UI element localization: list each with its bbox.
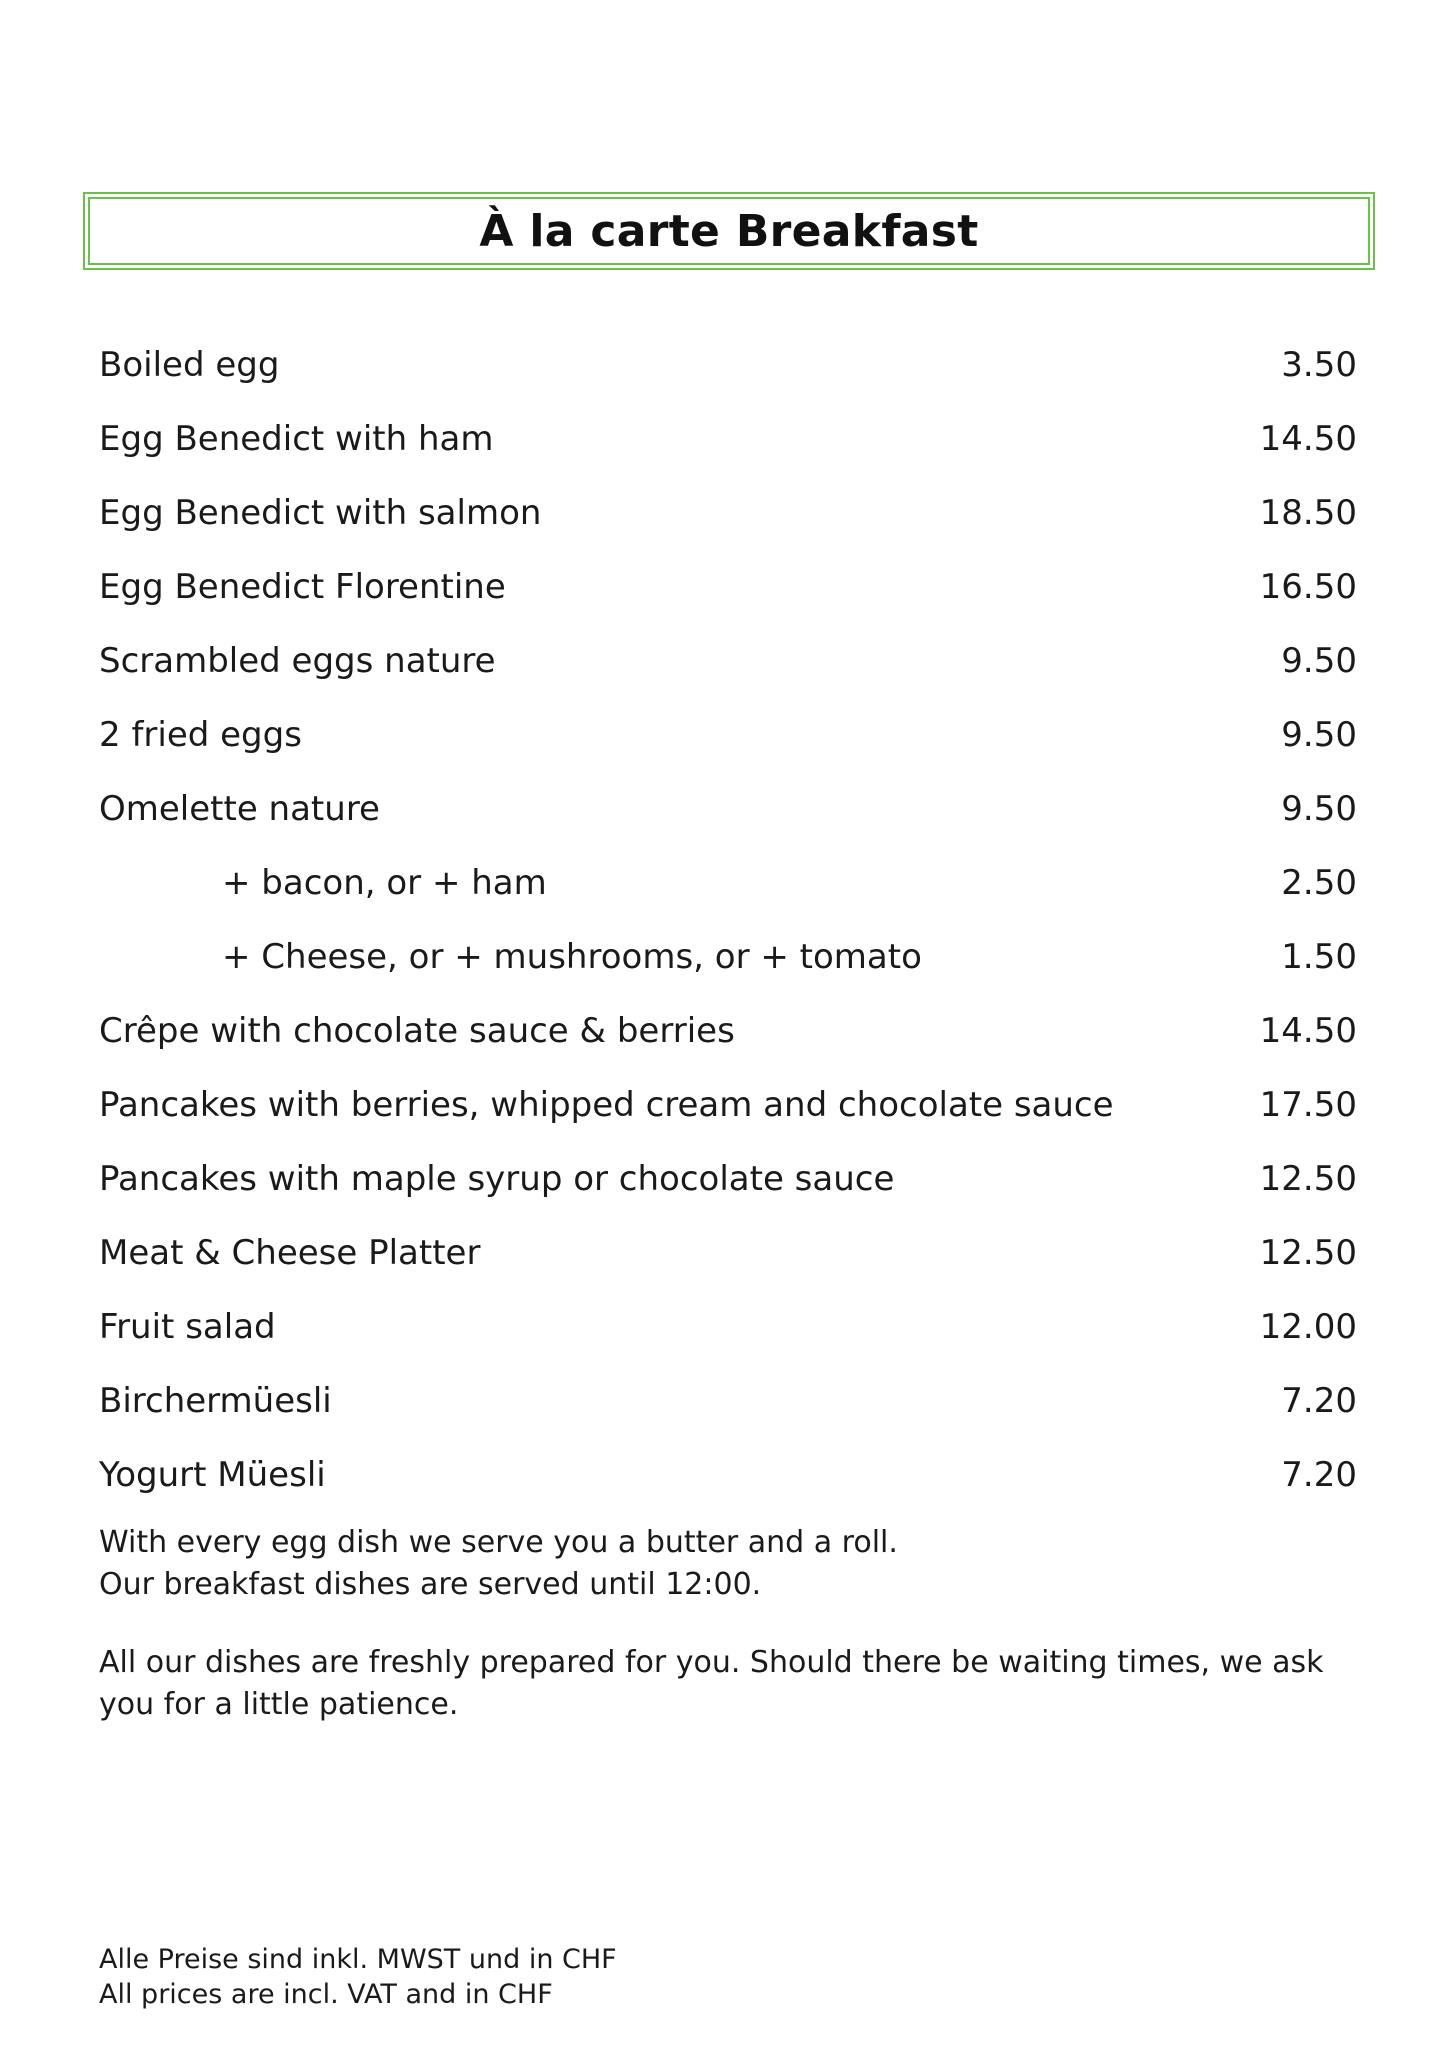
menu-notes [99, 1522, 1361, 1726]
item-name: + bacon, or + ham [222, 863, 547, 903]
menu-item [99, 476, 1361, 550]
item-name: Fruit salad [99, 1307, 276, 1347]
menu-item [99, 1290, 1361, 1364]
note-serving-hours: Our breakfast dishes are served until 12:00. [99, 1567, 762, 1602]
item-price: 18.50 [1259, 493, 1357, 533]
item-name: Omelette nature [99, 789, 380, 829]
item-price: 12.50 [1259, 1159, 1357, 1199]
item-price: 16.50 [1259, 567, 1357, 607]
menu-item-addon [99, 920, 1361, 994]
menu-item [99, 402, 1361, 476]
item-price: 9.50 [1281, 715, 1357, 755]
item-price: 17.50 [1259, 1085, 1357, 1125]
menu-list [99, 328, 1361, 1512]
item-name: Pancakes with berries, whipped cream and chocolate sauce [99, 1085, 1114, 1125]
item-name: Egg Benedict Florentine [99, 567, 506, 607]
item-name: Egg Benedict with salmon [99, 493, 542, 533]
item-price: 7.20 [1281, 1455, 1357, 1495]
menu-item [99, 698, 1361, 772]
footer-line-german: Alle Preise sind inkl. MWST und in CHF [99, 1944, 617, 1975]
menu-item [99, 624, 1361, 698]
item-name: Boiled egg [99, 345, 280, 385]
title-frame [88, 197, 1370, 265]
item-price: 14.50 [1259, 1011, 1357, 1051]
item-name: Yogurt Müesli [99, 1455, 326, 1495]
item-name: Birchermüesli [99, 1381, 332, 1421]
item-price: 2.50 [1281, 863, 1357, 903]
item-price: 14.50 [1259, 419, 1357, 459]
note-egg-dish: With every egg dish we serve you a butter and a roll. [99, 1525, 898, 1560]
item-price: 12.50 [1259, 1233, 1357, 1273]
page-title: À la carte Breakfast [479, 205, 979, 257]
item-name: Egg Benedict with ham [99, 419, 494, 459]
menu-item [99, 994, 1361, 1068]
menu-item-addon [99, 846, 1361, 920]
item-price: 3.50 [1281, 345, 1357, 385]
item-name: 2 fried eggs [99, 715, 302, 755]
menu-item [99, 550, 1361, 624]
item-price: 12.00 [1259, 1307, 1357, 1347]
menu-item [99, 1438, 1361, 1512]
item-name: Pancakes with maple syrup or chocolate sauce [99, 1159, 895, 1199]
menu-item [99, 1068, 1361, 1142]
item-price: 1.50 [1281, 937, 1357, 977]
menu-item [99, 1142, 1361, 1216]
item-price: 9.50 [1281, 789, 1357, 829]
menu-item [99, 772, 1361, 846]
item-name: + Cheese, or + mushrooms, or + tomato [222, 937, 922, 977]
item-name: Scrambled eggs nature [99, 641, 496, 681]
item-name: Crêpe with chocolate sauce & berries [99, 1011, 735, 1051]
footer-line-english: All prices are incl. VAT and in CHF [99, 1979, 553, 2010]
item-price: 9.50 [1281, 641, 1357, 681]
item-price: 7.20 [1281, 1381, 1357, 1421]
note-preparation: All our dishes are freshly prepared for you. Should there be waiting times, we ask you for a little patience. [99, 1645, 1324, 1722]
price-footer [99, 1942, 617, 2012]
menu-item [99, 328, 1361, 402]
item-name: Meat & Cheese Platter [99, 1233, 481, 1273]
menu-item [99, 1364, 1361, 1438]
menu-item [99, 1216, 1361, 1290]
